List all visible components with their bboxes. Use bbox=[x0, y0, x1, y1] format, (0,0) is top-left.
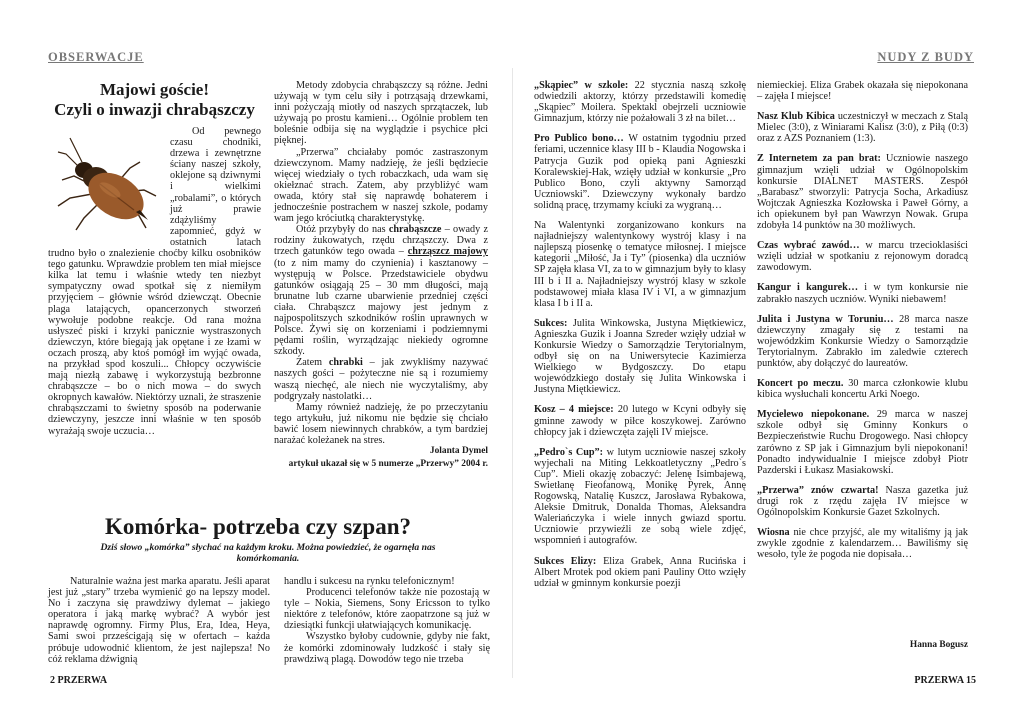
article2-paragraph: Producenci telefonów także nie pozostają w tyle – Nokia, Siemens, Sony Ericsson to tylko niektóre z telefonów, które zaopatrzone są już w dziesiątki funkcji ułatwiających komunikację. bbox=[284, 587, 490, 632]
news-item-lead: Koncert po meczu. bbox=[757, 378, 844, 390]
news-item bbox=[534, 318, 746, 396]
news-item-lead: Nasz Klub Kibica bbox=[757, 111, 835, 123]
news-item bbox=[757, 80, 968, 102]
article1-paragraph bbox=[274, 224, 488, 357]
news-item-text: Julita Winkowska, Justyna Miętkiewicz, Agnieszka Guzik i Joanna Szreder wzięły udział w Konkursie Wiedzy o Samorządzie Terytorialnym, odbył się on na Uniwersytecie Kazimierza Wielkiego w Bydgoszczy. Do etapu wojewódzkiego dostały się Julita Winkowska i Justyna Miętkiewicz. bbox=[534, 317, 746, 396]
article1-paragraph: Mamy również nadzieję, że po przeczytaniu tego artykułu, już nikomu nie będzie się chciało bawić losem niewinnych chrabków, a tym bardziej narażać koleżanek na stres. bbox=[274, 401, 488, 446]
news-item-text: w marcu trzecioklasiści wzięli udział w spotkaniu z rejonowym doradcą zawodowym. bbox=[757, 240, 968, 274]
beetle-illustration bbox=[48, 132, 166, 242]
text-span: Otóż przybyły do nas bbox=[296, 224, 389, 236]
news-item-text: 29 marca w naszej szkole odbył się Gminny Konkurs o Bezpieczeństwie Ruchu Drogowego. Nasi chłopcy zarówno z SP jak i Gimnazjum byli niepokonani! Ponadto indywidualnie I miejsce zdobył Piotr Pazderski i Łukasz Masiakowski. bbox=[757, 409, 968, 476]
news-item-lead: Czas wybrać zawód… bbox=[757, 240, 860, 252]
news-item-lead: Pro Publico bono… bbox=[534, 133, 624, 145]
article1-title: Majowi goście! bbox=[99, 80, 210, 99]
news-item-text: niemieckiej. Eliza Grabek okazała się niepokonana – zajęła I miejsce! bbox=[757, 80, 968, 103]
news-item bbox=[757, 485, 968, 518]
text-span: Zatem bbox=[296, 357, 329, 369]
news-item-text: Na Walentynki zorganizowano konkurs na najładniejszy walentynkowy wystrój klasy i na najlepszą piosenkę o tematyce miłosnej. I miejsce kategorii „Miłość, Ja i Ty” (piosenka) dla uczniów SP zajęła klasa VI, za to w gimnazjum były to klasy III b i II a. Najładniejszy wystrój klasy w szkole podstawowej miała klasa IV i VI, a w gimnazjum klasa I b i II a. bbox=[534, 220, 746, 309]
bold-term: chrabąszcze bbox=[388, 224, 442, 236]
article1-column-1 bbox=[48, 80, 261, 437]
news-item-text: Uczniowie naszego gimnazjum wzięli udział w Ogólnopolskim konkursie DIALNET MASTERS. Zespół „Barabasz” stworzyli: Patrycja Socha, Arkadiusz Wojtczak Agnieszka Kozłowska i Paweł Górny, a ich opiekunem był pan Wawrzyn Nowak. Grupa zdobyła 14 punktów na 30 możliwych. bbox=[757, 153, 968, 232]
news-item-text: 30 marca członkowie klubu kibica wysłuchali koncertu Arki Noego. bbox=[757, 378, 969, 401]
article1-body-text: Od pewnego czasu chodniki, drzewa i zewnętrzne ściany naszej szkoły, oklejone są dziwnymi i wielkimi „robalami”, o których już prawie zdążyliśmy zapomnieć, gdyż w ostatnich latach trudno było o znalezienie choćby kilku osobników tego gatunku. Wprawdzie problem ten miał miejsce kilka lat temu i właśnie wtedy ten niezbyt sympatyczny owad spotkał się z niemiłym przyjęciem – głównie wśród dziewcząt. Obecnie plaga latających, opancerzonych stworzeń wywołuje podobne reakcje. Od rana można usłyszeć piski i krzyki panicznie wystraszonych dziewczyn, które biegają jak opętane i ze łzami w oczach proszą, aby ktoś pomógł im wyjąć owada, na przykład spod koszuli... Chłopcy oczywiście mają niezłą zabawę i wykorzystują bezbronne chrabąszcze – bo o nich mowa – do swych okropnych kawałów. Niektórzy uznali, że straszenie chrabąszczami to świetny sposób na poderwanie dziewczyny, jeszcze inni właśnie w ten sposób wyrażają swoje uczucia… bbox=[48, 126, 261, 437]
page-number-footer: PRZERWA 15 bbox=[914, 675, 976, 686]
news-item-lead: Z Internetem za pan brat: bbox=[757, 153, 881, 165]
article1-title-line2: Czyli o inwazji chrabąszczy bbox=[54, 100, 255, 119]
article2-subtitle: Dziś słowo „komórka” słychać na każdym kroku. Można powiedzieć, że ogarnęła nas komórkomania. bbox=[100, 542, 436, 564]
article2-paragraph: Wszystko byłoby cudownie, gdyby nie fakt, że komórki zdominowały ludzkość i stały się prawdziwą plagą. Dowodów tego nie trzeba bbox=[284, 631, 490, 665]
news-item bbox=[534, 404, 746, 437]
news-item-lead: „Skąpiec” w szkole: bbox=[534, 80, 629, 91]
news-item-text: W ostatnim tygodniu przed feriami, uczennice klasy III b - Klaudia Nogowska i Patrycja Guzik pod opieką pani Agnieszki Koralewskiej-Hak, wzięły udział w konkursie „Pro Publico Bono, czyli aktywny Samorząd Uczniowski”. Dziewczyny wykonały bardzo solidną pracę, trzymamy kciuki za wygraną… bbox=[534, 133, 746, 211]
news-item-lead: Kosz – 4 miejsce: bbox=[534, 404, 614, 416]
news-item-text: w lutym uczniowie naszej szkoły wyjechali na Miting Lekkoatletyczny „Pedro`s Cup”. Mieli okazję zobaczyć: Jelenę Isimbajewą, Swietłanę Fieofanową, Monikę Pyrek, Annę Rogowską, Natalię Kuszcz, Jarosława Rybakowa, Aleksie Dmitruk, Donalda Thomas, Aleksandra Waleriańczyka i wiele innych gwiazd sportu. Uczniowie przywieźli ze sobą wiele zdjęć, wspomnień i autografów. bbox=[534, 446, 747, 547]
article1-paragraph bbox=[274, 357, 488, 401]
news-item bbox=[757, 314, 968, 369]
news-item-lead: Kangur i kangurek… bbox=[757, 282, 859, 294]
news-item bbox=[757, 527, 968, 560]
news-item-text: uczestniczył w meczach z Stalą Mielec (3:0), z Winiarami Kalisz (3:0), z Piłą (0:3) oraz z AZS Poznaniem (1:3). bbox=[757, 111, 968, 145]
news-item bbox=[534, 220, 746, 309]
news-item bbox=[534, 556, 746, 589]
news-item-text: 28 marca nasze dziewczyny zmagały się z testami na wojewódzkim Konkursie Wiedzy o Samorządzie Terytorialnym. Zabrakło im zaledwie czterech punktów, aby dołączyć do laureatów. bbox=[757, 313, 968, 369]
news-item-text: 22 stycznia naszą szkołę odwiedzili aktorzy, którzy przedstawili komedię „Skąpiec” Moilera. Spektakl obejrzeli uczniowie Gimnazjum, którzy nie pożałowali 3 zł na bilet… bbox=[534, 80, 747, 125]
news-item-text: Nasza gazetka już drugi rok z rzędu zajęła IV miejsce w Ogólnopolskim Konkursie Gazet Szkolnych. bbox=[757, 484, 968, 518]
article2-column-1 bbox=[48, 576, 270, 665]
news-item bbox=[757, 282, 968, 304]
text-span: – jak zwykliśmy nazywać naszych gości – pożyteczne nie są i rozumiemy waszą niechęć, ale niech nie wyczytaliśmy, aby podgryzały nastolatki… bbox=[274, 357, 488, 402]
article2-paragraph: handlu i sukcesu na rynku telefonicznym! bbox=[284, 576, 455, 587]
news-item-lead: „Przerwa” znów czwarta! bbox=[757, 484, 879, 496]
beetle-icon bbox=[48, 132, 166, 242]
news-author: Hanna Bogusz bbox=[909, 640, 968, 650]
news-item bbox=[757, 409, 968, 476]
article2-column-2 bbox=[284, 576, 490, 665]
text-span: (to z nim mamy do czynienia) i kasztanowy – występują w Polsce. Przedstawiciele obydwu gatunków osiągają 25 – 30 mm długości, mają brunatne lub czarne ubarwienie przedniej części ciała. Chrabąszcz majowy jest jednym z najpospolitszych szkodników roślin uprawnych w Polsce. Żywi się on korzeniami i podziemnymi pędami roślin, wyrządzając niekiedy ogromne szkody. bbox=[274, 257, 488, 358]
page-number-footer: 2 PRZERWA bbox=[50, 675, 108, 686]
news-item-lead: Wiosna bbox=[757, 527, 790, 539]
news-column-2 bbox=[757, 80, 968, 569]
news-item-text: nie chce przyjść, ale my witaliśmy ją jak zwykle zgodnie z kalendarzem… Bawiliśmy się wesoło, tyle że pogoda nie dopisała… bbox=[757, 527, 968, 561]
news-item bbox=[534, 80, 746, 124]
news-item-lead: Sukces: bbox=[534, 317, 568, 329]
news-item-lead: Sukces Elizy: bbox=[534, 555, 597, 567]
news-item-lead: „Pedro`s Cup”: bbox=[534, 446, 604, 458]
text-span: – owady z rodziny żukowatych, rzędu chrząszczy. Dwa z trzech gatunków tego owada – bbox=[274, 224, 488, 258]
section-header: OBSERWACJE bbox=[48, 50, 144, 64]
news-item bbox=[757, 153, 968, 231]
section-header: NUDY Z BUDY bbox=[877, 50, 974, 64]
article1-paragraph: Metody zdobycia chrabąszczy są różne. Jedni używają w tym celu siły i potrząsają drzewkami, inni pożyczają miotły od naszych sprzątaczek, lub używają po prostu kamieni… Ogólnie problem ten boleśnie odbija się na wyglądzie i psychice płci pięknej. bbox=[274, 80, 488, 147]
article2-paragraph: Naturalnie ważna jest marka aparatu. Jeśli aparat jest już „stary” trzeba wymienić go na lepszy model. No i zaczyna się prawdziwy dylemat – jakiego operatora i jaką markę wybrać? A wybór jest naprawdę ogromny. Firmy Plus, Era, Idea, Heya, Sami swoi przześcigają się w ofertach – każda próbuje udowodnić klientom, że jest najlepsza! No cóż reklama dźwignią bbox=[48, 576, 270, 665]
article1-source-note: artykuł ukazał się w 5 numerze „Przerwy” 2004 r. bbox=[288, 459, 488, 470]
news-item bbox=[757, 111, 968, 144]
news-item bbox=[757, 378, 968, 400]
news-item bbox=[534, 447, 746, 547]
article1-author: Jolanta Dymel bbox=[429, 446, 488, 457]
bold-term: chrząszcz majowy bbox=[407, 246, 488, 258]
news-author-wrap bbox=[757, 640, 968, 651]
news-item-text: Eliza Grabek, Anna Rucińska i Albert Mrotek pod okiem pani Pauliny Otto wzięły udział w gminnym konkursie poezji bbox=[534, 555, 746, 589]
news-item-text: i w tym konkursie nie zabrakło naszych uczniów. Wyniki niebawem! bbox=[757, 282, 968, 305]
article1-paragraph: „Przerwa” chciałaby pomóc zastraszonym dziewczynom. Mamy nadzieję, że jeśli będziecie więcej wiedziały o tych robaczkach, uda wam się okiełznać strach. Zatem, aby przybliżyć wam owada, który stał się naprawdę bohaterem i jednocześnie postrachem w naszej szkole, podamy wam jego króciutką charakterystykę. bbox=[274, 146, 488, 225]
article2-title: Komórka- potrzeba czy szpan? bbox=[105, 514, 411, 539]
bold-term: chrabki bbox=[328, 357, 363, 369]
news-item-lead: Mycielewo niepokonane. bbox=[757, 409, 870, 421]
right-page bbox=[512, 0, 1024, 724]
news-item-lead: Julita i Justyna w Toruniu… bbox=[757, 313, 894, 325]
news-item-text: 20 lutego w Kcyni odbyły się gminne zawody w piłce koszykowej. Zarówno chłopcy jak i dziewczęta zajęli IV miejsce. bbox=[534, 404, 747, 438]
article1-column-2 bbox=[274, 80, 488, 470]
news-item bbox=[757, 240, 968, 273]
news-item bbox=[534, 133, 746, 211]
news-column-1 bbox=[534, 80, 746, 598]
